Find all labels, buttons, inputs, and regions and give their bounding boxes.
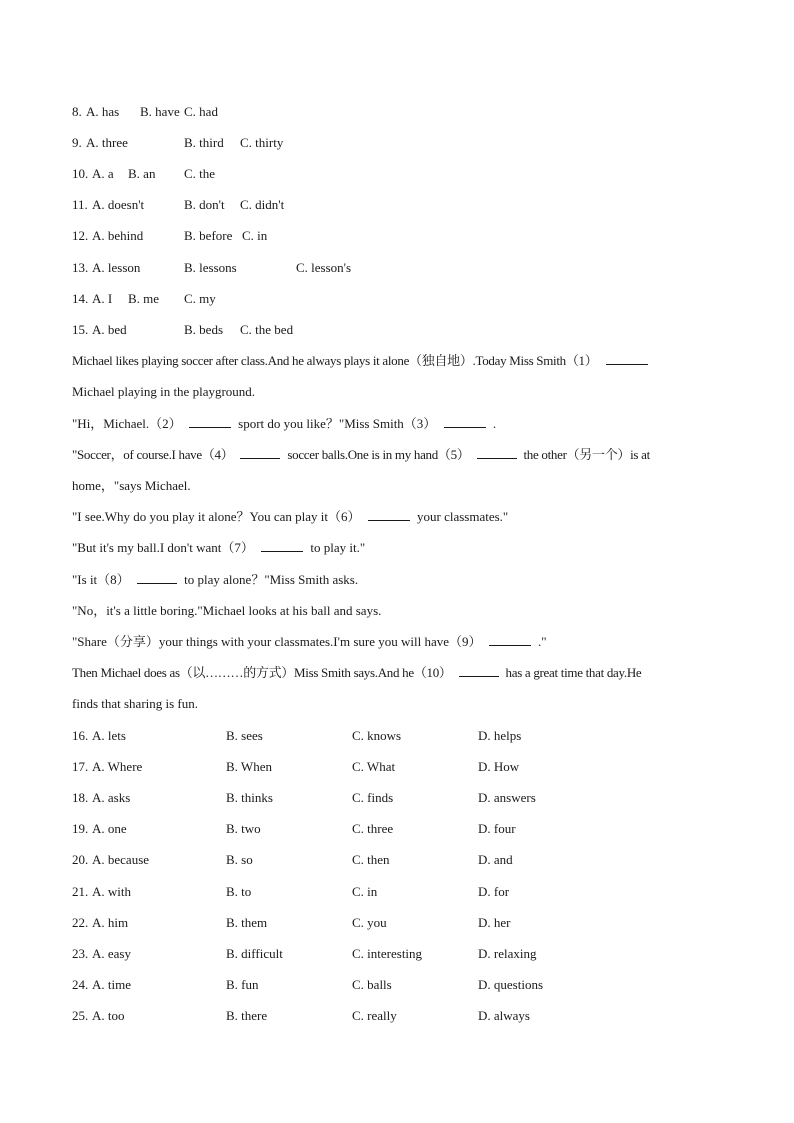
passage-line (72, 509, 508, 525)
answer-blank-2 (189, 416, 231, 428)
option-c: C. thirty (240, 135, 284, 150)
passage-text: has a great time that day.He (505, 665, 642, 680)
question-number: 8. (72, 104, 82, 119)
option-a: A. lesson (92, 260, 141, 275)
passage-text: "But it's my ball.I don't want（7） (72, 540, 254, 555)
passage-text: "Share（分享）your things with your classmates.I'm sure you will have（9） (72, 634, 482, 649)
question-number: 24. (72, 977, 89, 992)
option-c: C. the bed (240, 322, 294, 337)
passage-line (72, 665, 641, 681)
passage-text: your classmates." (417, 509, 509, 524)
option-a: A. behind (92, 228, 144, 243)
option-a: A. doesn't (92, 197, 145, 212)
option-b: B. lessons (184, 260, 237, 275)
answer-blank-10 (459, 665, 499, 677)
passage-line (72, 634, 547, 650)
passage-line (72, 572, 358, 588)
option-b: B. fun (226, 977, 259, 992)
option-a: A. with (92, 884, 131, 899)
option-c: C. the (184, 166, 216, 181)
option-b: B. before (184, 228, 233, 243)
passage-line (72, 603, 381, 619)
passage-line (72, 353, 648, 369)
question-number: 17. (72, 759, 89, 774)
passage-text: the other（另一个）is at (523, 447, 650, 462)
option-b: B. so (226, 852, 253, 867)
answer-blank-5 (477, 447, 517, 459)
passage-line (72, 416, 496, 432)
option-c: C. interesting (352, 946, 423, 961)
answer-blank-7 (261, 540, 303, 552)
passage-text: Michael playing in the playground. (72, 384, 256, 399)
option-b: B. to (226, 884, 252, 899)
answer-blank-3 (444, 416, 486, 428)
option-a: A. because (92, 852, 150, 867)
passage-line (72, 447, 650, 463)
option-c: C. lesson's (296, 260, 352, 275)
passage-text: Then Michael does as（以………的方式）Miss Smith says.And he（10） (72, 665, 452, 680)
option-c: C. finds (352, 790, 394, 805)
option-d: D. and (478, 852, 513, 867)
option-b: B. two (226, 821, 261, 836)
option-d: D. relaxing (478, 946, 537, 961)
passage-text: to play it." (310, 540, 366, 555)
option-d: D. questions (478, 977, 543, 992)
option-a: A. him (92, 915, 129, 930)
question-number: 10. (72, 166, 89, 181)
option-c: C. three (352, 821, 394, 836)
passage-text: "Is it（8） (72, 572, 130, 587)
option-d: D. How (478, 759, 520, 774)
option-c: C. didn't (240, 197, 285, 212)
question-number: 11. (72, 197, 88, 212)
option-d: D. her (478, 915, 511, 930)
question-number: 15. (72, 322, 89, 337)
option-c: C. had (184, 104, 218, 119)
option-b: B. have (140, 104, 180, 119)
question-number: 20. (72, 852, 89, 867)
option-c: C. in (242, 228, 268, 243)
passage-text: "Hi，Michael.（2） (72, 416, 182, 431)
passage-text: . (492, 416, 497, 431)
passage-text: finds that sharing is fun. (72, 696, 199, 711)
option-b: B. beds (184, 322, 223, 337)
option-c: C. in (352, 884, 378, 899)
question-number: 23. (72, 946, 89, 961)
option-a: A. one (92, 821, 127, 836)
answer-blank-6 (368, 509, 410, 521)
answer-blank-8 (137, 572, 177, 584)
passage-line (72, 540, 365, 556)
option-d: D. four (478, 821, 516, 836)
passage-text: home，"says Michael. (72, 478, 191, 493)
question-number: 18. (72, 790, 89, 805)
option-b: B. don't (184, 197, 225, 212)
option-a: A. three (86, 135, 128, 150)
passage-text: sport do you like？"Miss Smith（3） (238, 416, 437, 431)
option-b: B. there (226, 1008, 268, 1023)
option-a: A. time (92, 977, 131, 992)
option-d: D. always (478, 1008, 530, 1023)
passage-text: "I see.Why do you play it alone？You can play it（6） (72, 509, 361, 524)
option-b: B. When (226, 759, 272, 774)
option-c: C. knows (352, 728, 402, 743)
option-a: A. Where (92, 759, 143, 774)
question-number: 22. (72, 915, 89, 930)
passage-text: "Soccer，of course.I have（4） (72, 447, 234, 462)
question-number: 21. (72, 884, 89, 899)
question-number: 19. (72, 821, 89, 836)
option-b: B. thinks (226, 790, 273, 805)
option-a: A. has (86, 104, 120, 119)
option-a: A. bed (92, 322, 127, 337)
passage-text: Michael likes playing soccer after class.And he always plays it alone（独自地）.Today Miss Smith（1） (72, 353, 598, 368)
passage-text: soccer balls.One is in my hand（5） (287, 447, 470, 462)
option-b: B. them (226, 915, 268, 930)
option-a: A. too (92, 1008, 125, 1023)
option-d: D. for (478, 884, 510, 899)
passage-line (72, 478, 191, 494)
option-b: B. third (184, 135, 224, 150)
question-number: 14. (72, 291, 89, 306)
option-a: A. a (92, 166, 114, 181)
answer-blank-1 (606, 353, 648, 365)
option-a: A. asks (92, 790, 131, 805)
option-c: C. balls (352, 977, 392, 992)
option-a: A. easy (92, 946, 131, 961)
question-number: 25. (72, 1008, 89, 1023)
option-c: C. really (352, 1008, 397, 1023)
option-b: B. me (128, 291, 160, 306)
answer-blank-9 (489, 634, 531, 646)
option-b: B. sees (226, 728, 263, 743)
passage-line (72, 696, 198, 712)
option-c: C. then (352, 852, 390, 867)
passage-text: "No，it's a little boring."Michael looks at his ball and says. (72, 603, 382, 618)
option-d: D. answers (478, 790, 536, 805)
option-b: B. difficult (226, 946, 283, 961)
answer-blank-4 (240, 447, 280, 459)
passage-text: to play alone？"Miss Smith asks. (184, 572, 359, 587)
option-c: C. my (184, 291, 216, 306)
question-number: 9. (72, 135, 82, 150)
passage-line (72, 384, 255, 400)
option-b: B. an (128, 166, 156, 181)
option-a: A. lets (92, 728, 126, 743)
option-d: D. helps (478, 728, 522, 743)
question-number: 13. (72, 260, 89, 275)
question-number: 12. (72, 228, 89, 243)
option-a: A. I (92, 291, 113, 306)
question-number: 16. (72, 728, 89, 743)
passage-text: ." (538, 634, 547, 649)
option-c: C. you (352, 915, 387, 930)
option-c: C. What (352, 759, 396, 774)
